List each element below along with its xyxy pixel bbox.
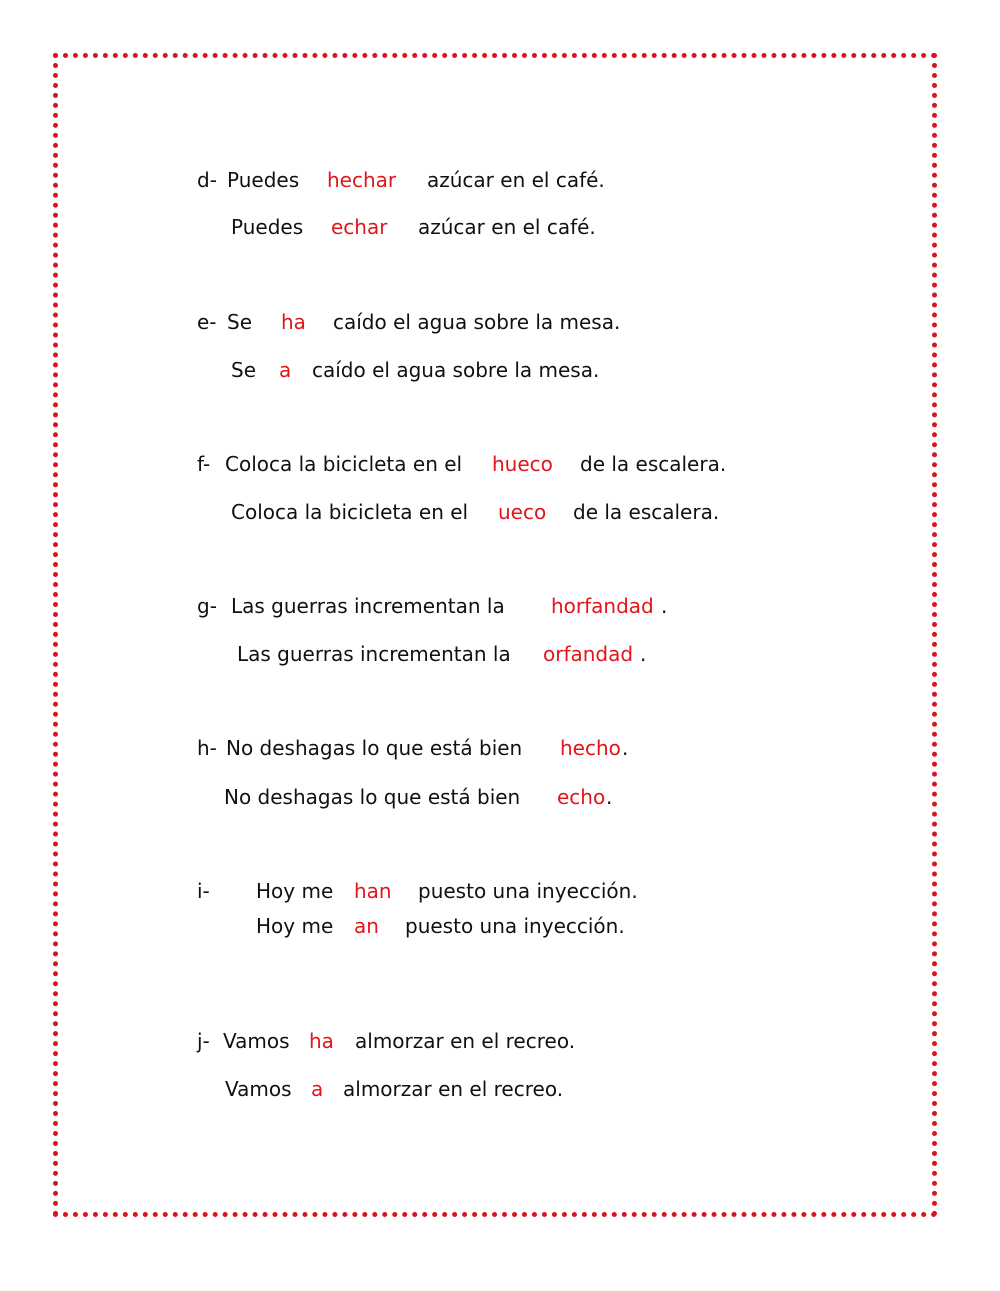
exercise-label: f-	[197, 452, 211, 476]
sentence-end: de la escalera.	[580, 452, 727, 476]
sentence-start: Puedes	[231, 215, 304, 239]
sentence-start: No deshagas lo que está bien	[224, 785, 521, 809]
answer-word: echo	[557, 785, 606, 809]
answer-word: ha	[309, 1029, 334, 1053]
answer-word: echar	[331, 215, 388, 239]
sentence-start: Vamos	[225, 1077, 292, 1101]
sentence-start: Se	[227, 310, 252, 334]
sentence-end: .	[661, 594, 668, 618]
sentence-end: caído el agua sobre la mesa.	[333, 310, 621, 334]
answer-word: orfandad	[543, 642, 634, 666]
sentence-end: almorzar en el recreo.	[355, 1029, 576, 1053]
sentence-start: Coloca la bicicleta en el	[225, 452, 463, 476]
answer-word: ueco	[498, 500, 547, 524]
sentence-end: caído el agua sobre la mesa.	[312, 358, 600, 382]
sentence-end: puesto una inyección.	[418, 879, 638, 903]
sentence-start: Las guerras incrementan la	[231, 594, 505, 618]
answer-word: ha	[281, 310, 306, 334]
answer-word: hueco	[492, 452, 553, 476]
sentence-end: .	[640, 642, 647, 666]
answer-word: a	[311, 1077, 324, 1101]
exercise-label: i-	[197, 879, 210, 903]
sentence-end: .	[606, 785, 613, 809]
answer-word: horfandad	[551, 594, 654, 618]
exercise-label: h-	[197, 736, 217, 760]
answer-word: an	[354, 914, 379, 938]
exercise-label: j-	[197, 1029, 210, 1053]
sentence-start: Hoy me	[256, 914, 334, 938]
sentence-start: Puedes	[227, 168, 300, 192]
sentence-start: Coloca la bicicleta en el	[231, 500, 469, 524]
sentence-start: Vamos	[223, 1029, 290, 1053]
sentence-end: almorzar en el recreo.	[343, 1077, 564, 1101]
answer-word: hechar	[327, 168, 397, 192]
exercise-label: g-	[197, 594, 217, 618]
answer-word: hecho	[560, 736, 621, 760]
exercise-label: e-	[197, 310, 217, 334]
exercise-label: d-	[197, 168, 217, 192]
answer-word: han	[354, 879, 392, 903]
sentence-start: Se	[231, 358, 256, 382]
sentence-start: Hoy me	[256, 879, 334, 903]
sentence-end: de la escalera.	[573, 500, 720, 524]
sentence-end: puesto una inyección.	[405, 914, 625, 938]
sentence-end: azúcar en el café.	[418, 215, 596, 239]
sentence-start: Las guerras incrementan la	[237, 642, 511, 666]
sentence-end: azúcar en el café.	[427, 168, 605, 192]
sentence-start: No deshagas lo que está bien	[226, 736, 523, 760]
sentence-end: .	[622, 736, 629, 760]
answer-word: a	[279, 358, 292, 382]
